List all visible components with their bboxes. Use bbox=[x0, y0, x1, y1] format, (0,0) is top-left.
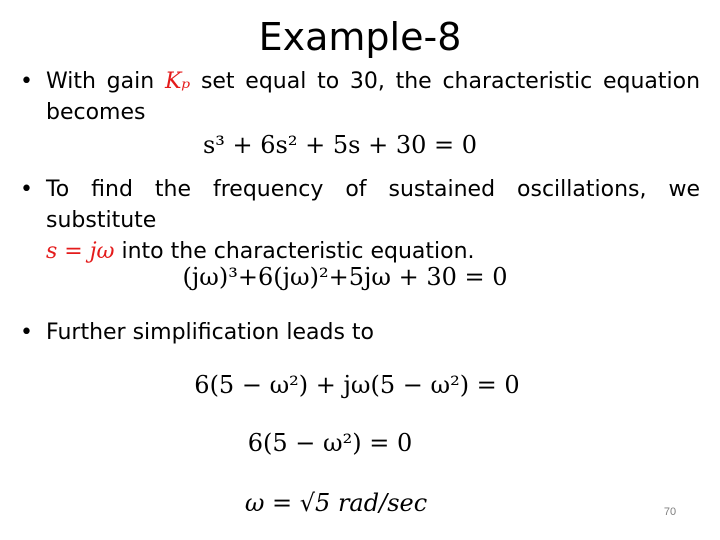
equation-real-part: 6(5 − ω²) = 0 bbox=[247, 429, 413, 457]
bullet-gain bbox=[20, 66, 701, 128]
slide-title: Example-8 bbox=[258, 15, 462, 59]
bullet-simplification-text: Further simplification leads to bbox=[46, 320, 374, 345]
bullet-gain-line1: With gain Kₚ set equal to 30, the characteristic equation bbox=[46, 69, 701, 94]
substitution-expression: s = jω bbox=[46, 239, 115, 264]
equation-substituted: (jω)³+6(jω)²+5jω + 30 = 0 bbox=[182, 263, 508, 291]
bullet-substitute-line1: To find the frequency of sustained oscillations, we substitute bbox=[46, 177, 700, 233]
equation-characteristic: s³ + 6s² + 5s + 30 = 0 bbox=[202, 131, 477, 159]
equation-omega: ω = √5 rad/sec bbox=[244, 489, 428, 517]
bullet-dot: • bbox=[20, 69, 33, 94]
bullet-substitute-text bbox=[46, 174, 700, 267]
gain-variable: Kₚ bbox=[164, 69, 191, 94]
bullet-substitute-line2: s = jω into the characteristic equation. bbox=[46, 239, 475, 264]
equation-simplified: 6(5 − ω²) + jω(5 − ω²) = 0 bbox=[194, 371, 520, 399]
bullet-gain-text bbox=[46, 66, 700, 128]
slide-number: 70 bbox=[663, 506, 677, 518]
bullet-dot: • bbox=[20, 177, 33, 202]
bullet-dot: • bbox=[20, 320, 33, 345]
bullet-simplification bbox=[20, 317, 700, 348]
bullet-gain-line2: becomes bbox=[46, 100, 146, 125]
bullet-substitute bbox=[20, 174, 700, 267]
